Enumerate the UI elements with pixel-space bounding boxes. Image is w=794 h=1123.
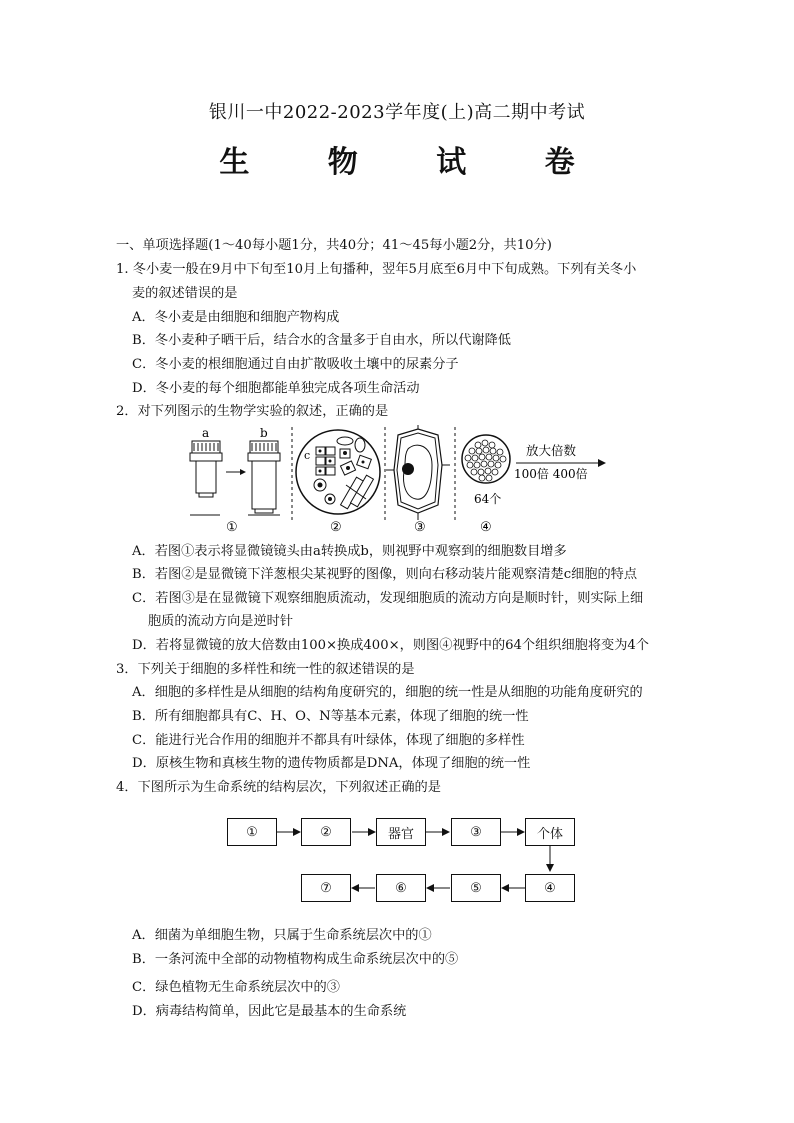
q2-option-a[interactable]: A．若图①表示将显微镜镜头由a转换成b，则视野中观察到的细胞数目增多 bbox=[132, 544, 567, 559]
q1-option-c[interactable]: C．冬小麦的根细胞通过自由扩散吸收土壤中的尿素分子 bbox=[132, 357, 459, 372]
objective-lens-b-icon bbox=[248, 441, 280, 513]
q1-stem-line1: 1. 冬小麦一般在9月中下旬至10月上旬播种，翌年5月底至6月中下旬成熟。下列有关冬小 bbox=[116, 262, 637, 277]
q2-option-d[interactable]: D．若将显微镜的放大倍数由100×换成400×，则图④视野中的64个组织细胞将变为4个 bbox=[132, 638, 649, 653]
flow-node-2: ② bbox=[301, 818, 351, 846]
q3-option-c[interactable]: C．能进行光合作用的细胞并不都具有叶绿体，体现了细胞的多样性 bbox=[132, 733, 525, 748]
q3-stem: 3．下列关于细胞的多样性和统一性的叙述错误的是 bbox=[116, 662, 415, 677]
panel-label-4: ④ bbox=[480, 520, 492, 535]
q4-option-c[interactable]: C．绿色植物无生命系统层次中的③ bbox=[132, 980, 340, 995]
label-c: c bbox=[304, 449, 311, 462]
section-heading: 一、单项选择题(1～40每小题1分，共40分；41～45每小题2分，共10分) bbox=[116, 238, 552, 253]
q4-option-d[interactable]: D．病毒结构简单，因此它是最基本的生命系统 bbox=[132, 1004, 407, 1019]
q4-stem: 4．下图所示为生命系统的结构层次，下列叙述正确的是 bbox=[116, 780, 441, 795]
exam-title: 银川一中2022-2023学年度(上)高二期中考试 bbox=[208, 102, 586, 123]
magnification-values: 100倍 400倍 bbox=[514, 467, 588, 481]
flow-node-7: ⑦ bbox=[301, 874, 351, 902]
q2-stem: 2．对下列图示的生物学实验的叙述，正确的是 bbox=[116, 404, 389, 419]
root-tip-field-icon bbox=[296, 430, 380, 514]
q2-option-b[interactable]: B．若图②是显微镜下洋葱根尖某视野的图像，则向右移动装片能观察清楚c细胞的特点 bbox=[132, 567, 638, 582]
subject-title: 生 物 试 卷 bbox=[219, 145, 609, 180]
flow-node-3: ③ bbox=[451, 818, 501, 846]
plant-cell-icon bbox=[386, 425, 450, 520]
magnification-title: 放大倍数 bbox=[526, 443, 577, 458]
q3-option-d[interactable]: D．原核生物和真核生物的遗传物质都是DNA，体现了细胞的统一性 bbox=[132, 756, 531, 771]
label-b: b bbox=[260, 426, 268, 440]
flow-node-1: ① bbox=[227, 818, 277, 846]
q2-figure bbox=[180, 425, 620, 540]
q3-option-a[interactable]: A．细胞的多样性是从细胞的结构角度研究的，细胞的统一性是从细胞的功能角度研究的 bbox=[132, 685, 643, 700]
flow-node-4: ④ bbox=[525, 874, 575, 902]
panel-label-1: ① bbox=[226, 520, 238, 535]
flow-node-organ: 器官 bbox=[376, 818, 426, 846]
q1-stem-line2: 麦的叙述错误的是 bbox=[132, 286, 238, 301]
cell-count-label: 64个 bbox=[474, 492, 502, 506]
q3-option-b[interactable]: B．所有细胞都具有C、H、O、N等基本元素，体现了细胞的统一性 bbox=[132, 709, 529, 724]
q2-option-c-cont: 胞质的流动方向是逆时针 bbox=[148, 614, 294, 629]
q4-option-a[interactable]: A．细菌为单细胞生物，只属于生命系统层次中的① bbox=[132, 928, 432, 943]
q2-option-c[interactable]: C．若图③是在显微镜下观察细胞质流动，发现细胞质的流动方向是顺时针，则实际上细 bbox=[132, 591, 644, 606]
panel-label-2: ② bbox=[330, 520, 342, 535]
q1-option-d[interactable]: D．冬小麦的每个细胞都能单独完成各项生命活动 bbox=[132, 381, 420, 396]
label-a: a bbox=[202, 426, 210, 440]
panel-label-3: ③ bbox=[414, 520, 426, 535]
q1-option-b[interactable]: B．冬小麦种子晒干后，结合水的含量多于自由水，所以代谢降低 bbox=[132, 333, 511, 348]
flow-node-5: ⑤ bbox=[451, 874, 501, 902]
objective-lens-a-icon bbox=[190, 441, 222, 497]
tissue-cells-icon bbox=[462, 435, 510, 483]
q4-option-b[interactable]: B．一条河流中全部的动物植物构成生命系统层次中的⑤ bbox=[132, 952, 459, 967]
flow-node-individual: 个体 bbox=[525, 818, 575, 846]
q1-option-a[interactable]: A．冬小麦是由细胞和细胞产物构成 bbox=[132, 310, 340, 325]
flow-node-6: ⑥ bbox=[376, 874, 426, 902]
